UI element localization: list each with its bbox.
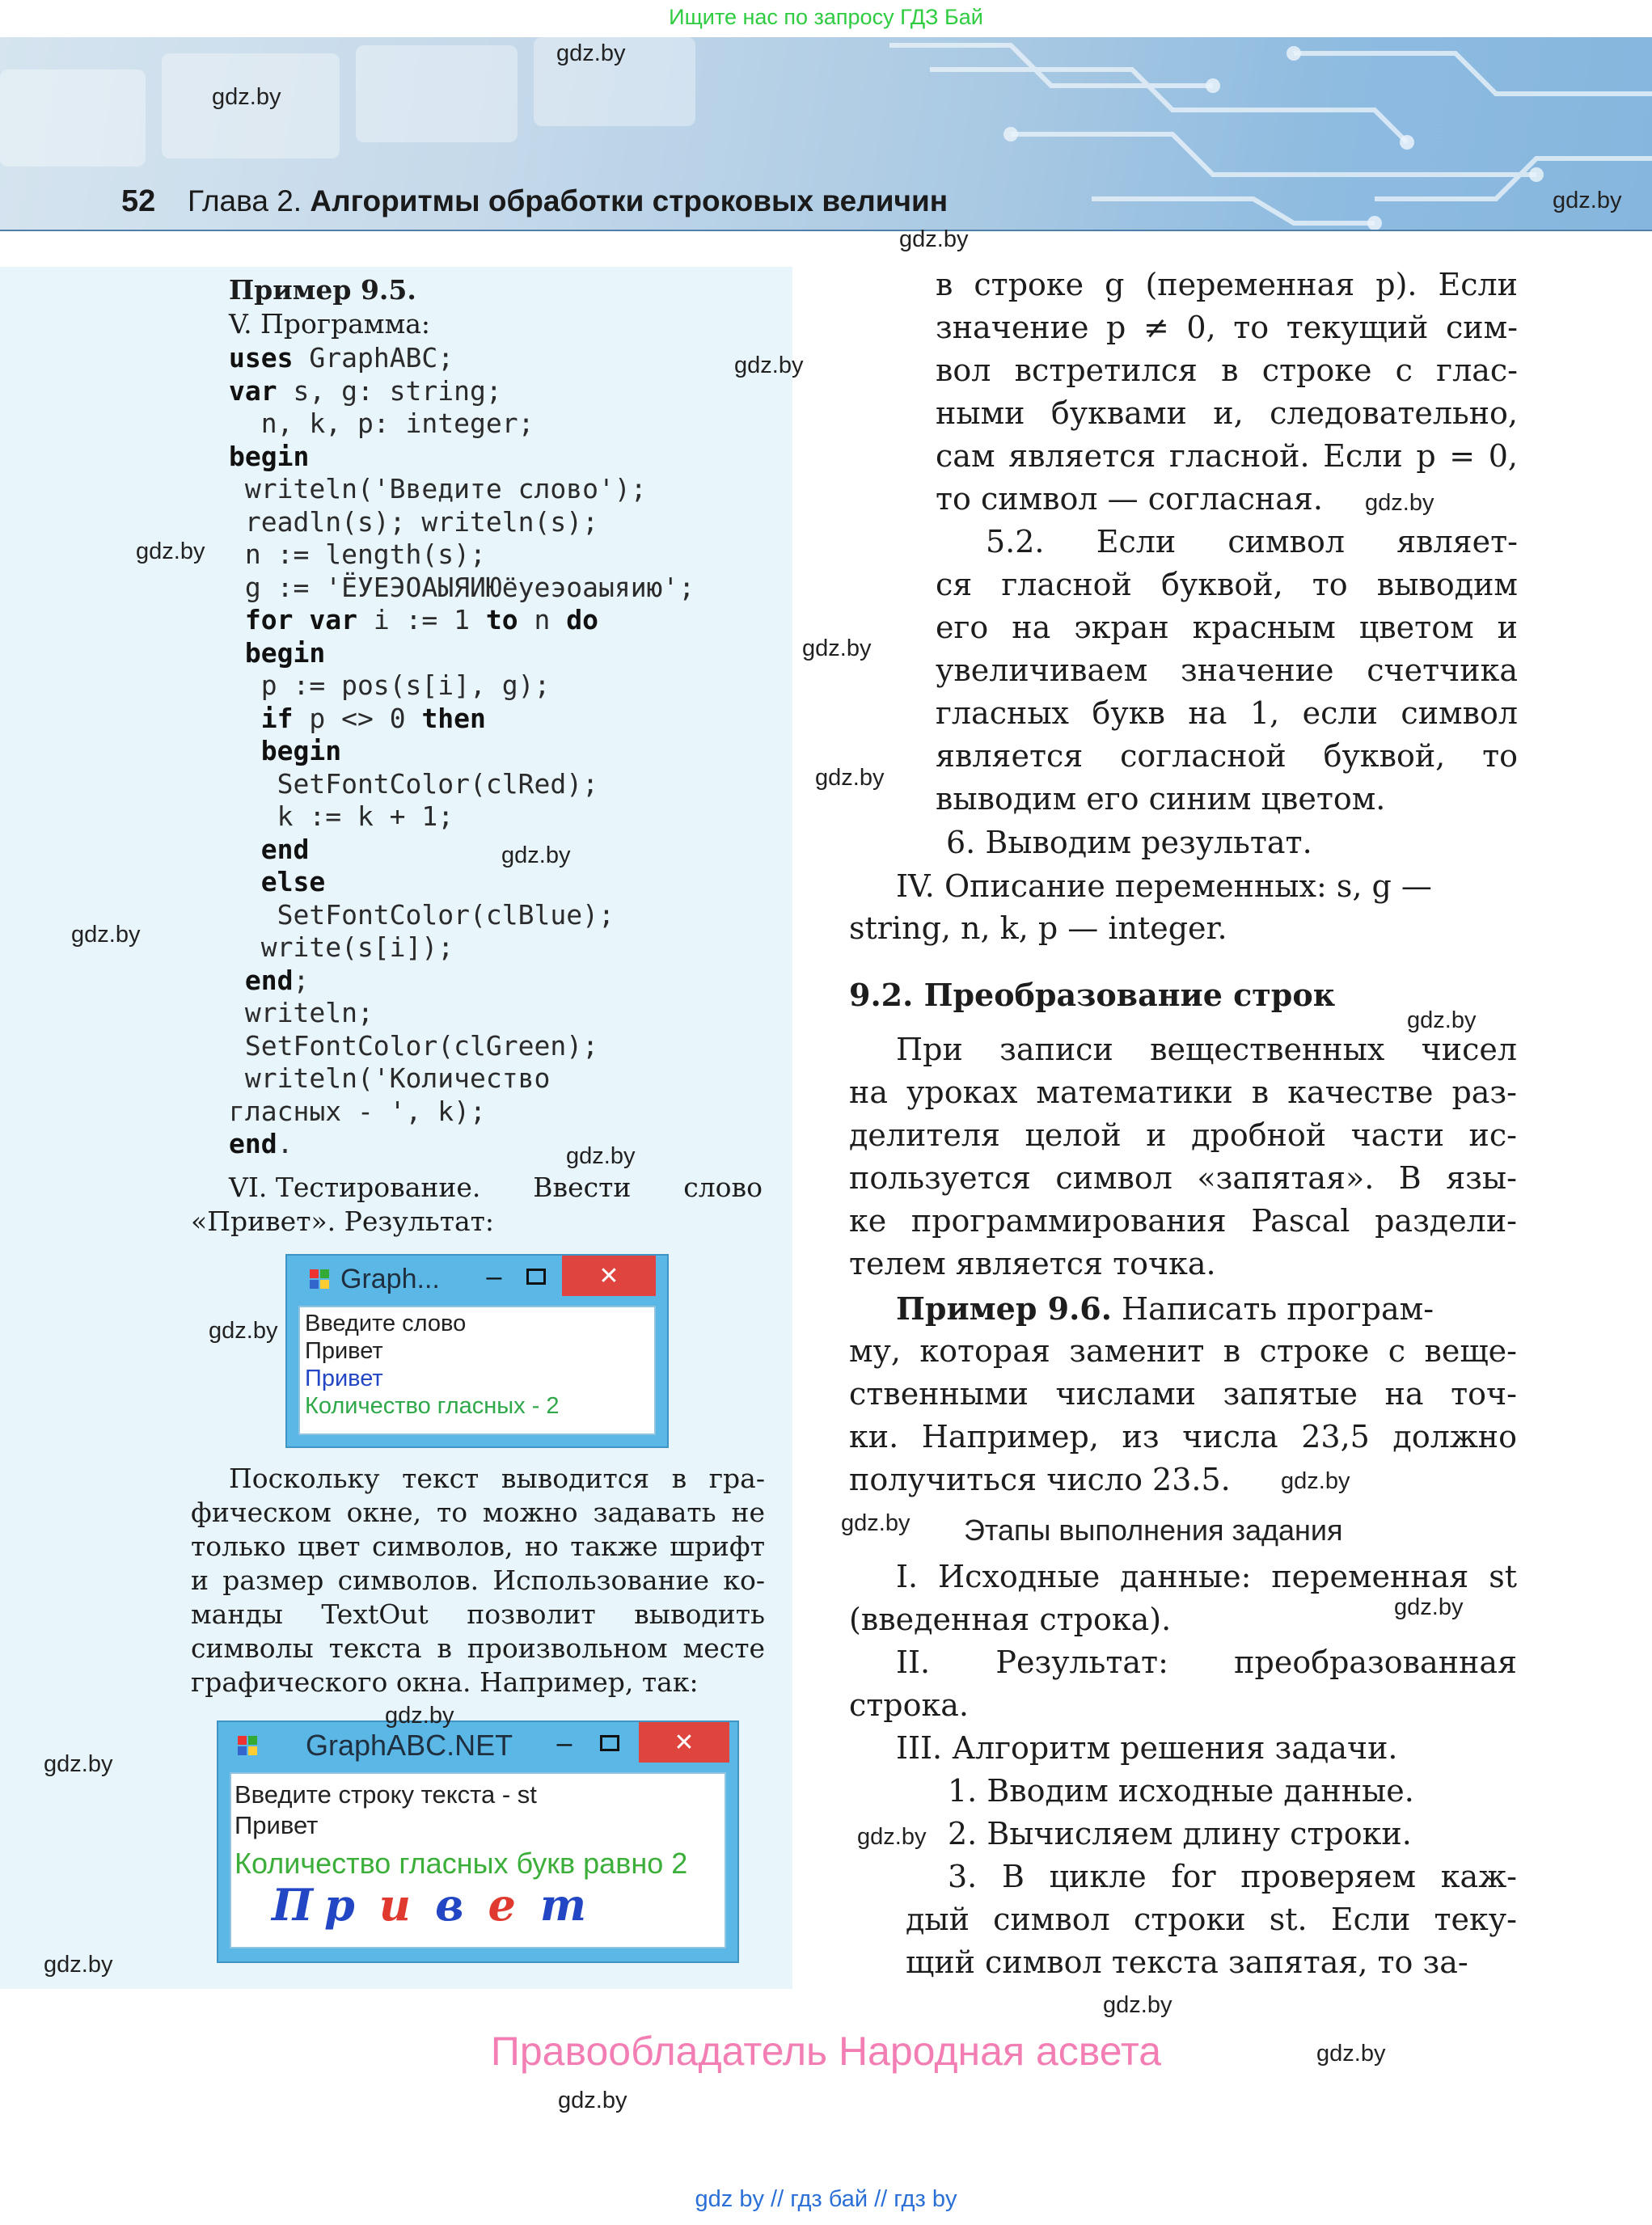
code-line [229,735,695,768]
watermark: gdz.by [841,1510,911,1536]
text-line: является согласной буквой, то [936,738,1518,774]
watermark: gdz.by [1316,2041,1386,2067]
text-line: пользуется символ «запятая». В язы- [849,1160,1517,1196]
window-client [298,1306,656,1435]
example-96-title: Пример 9.6. [896,1290,1112,1327]
code-text: writeln('Количество [229,1062,551,1094]
code-keyword: to [485,604,518,635]
code-line [229,538,695,572]
text-line: 3. В цикле for проверяем каж- [948,1859,1517,1894]
paragraph-line: символы текста в произвольном месте [191,1632,765,1664]
code-line [229,703,695,736]
text-line: 2. Вычисляем длину строки. [948,1816,1412,1851]
copyright-holder: Правообладатель Народная асвета [490,2029,1162,2074]
text-line: щий символ текста запятая, то за- [906,1944,1468,1980]
styled-letter: р [324,1879,355,1931]
code-line [229,931,695,965]
vars-line-1: IV. Описание переменных: s, g — [896,868,1432,904]
watermark: gdz.by [1407,1007,1477,1033]
output-line-green: Количество гласных букв равно 2 [234,1847,688,1880]
watermark: gdz.by [556,40,626,66]
chapter-title [188,184,948,218]
code-text: n [518,604,567,635]
text-line: III. Алгоритм решения задачи. [896,1730,1398,1766]
watermark: gdz.by [1394,1594,1464,1620]
code-text: SetFontColor(clGreen); [229,1029,598,1062]
section-paragraph [849,1028,1517,1286]
code-line [229,407,695,441]
output-line-green: Количество гласных - 2 [305,1393,560,1419]
code-line [229,375,695,408]
testing-line-2: «Привет». Результат: [191,1205,495,1237]
window-title: Graph... [340,1263,440,1294]
text-line: 5.2. Если символ являет- [986,524,1518,559]
app-icon [238,1736,257,1755]
code-line [229,604,695,637]
window-title: GraphABC.NET [306,1729,513,1762]
watermark: gdz.by [385,1703,454,1729]
code-text: i := 1 [357,604,486,635]
page-number: 52 [121,184,156,218]
code-line [229,441,695,474]
watermark: gdz.by [899,226,969,252]
footer-links[interactable]: gdz by // гдз бай // гдз by [695,2186,957,2212]
code-line [229,899,695,932]
code-keyword: begin [229,735,342,766]
maximize-icon[interactable] [587,1722,632,1764]
output-line: Введите строку текста - st [234,1780,537,1809]
paragraph-line: манды TextOut позволит выводить [191,1598,765,1630]
step-5-2 [936,521,1518,821]
text-line: ными буквами и, следовательно, [936,395,1518,431]
watermark: gdz.by [558,2088,627,2113]
watermark: gdz.by [1281,1468,1350,1494]
text-line: ке программирования Pascal раздели- [849,1203,1517,1239]
code-text: write(s[i]); [229,931,454,963]
code-text: . [277,1128,294,1159]
watermark: gdz.by [136,538,205,564]
styled-word [272,1879,586,1931]
code-text: SetFontColor(clRed); [229,767,598,800]
output-window-1 [285,1254,669,1448]
text-line: на уроках математики в качестве раз- [849,1075,1517,1110]
app-icon [310,1269,329,1289]
example-title: Пример 9.5. [229,274,416,306]
output-line-colored: Привет [305,1366,383,1391]
text-line: 1. Вводим исходные данные. [948,1773,1414,1809]
code-text: гласных - ', k); [229,1095,486,1127]
text-line: При записи вещественных чисел [896,1032,1517,1067]
code-keyword: var [229,374,277,407]
code-text: p <> 0 [293,702,422,734]
code-line [229,800,695,834]
code-keyword: else [229,866,326,897]
styled-letter: е [488,1879,516,1931]
code-keyword: if [229,702,294,734]
code-line [229,834,695,867]
code-keyword: then [421,702,486,734]
code-text: n := length(s); [229,538,486,570]
text-line: I. Исходные данные: переменная st [896,1559,1517,1594]
styled-letter: в [435,1879,464,1931]
text-line: ки. Например, из числа 23,5 должно [849,1419,1517,1454]
code-line [229,572,695,605]
code-text: s, g: string; [277,374,502,407]
text-line: получиться число 23.5. [849,1462,1231,1497]
program-label: V. Программа: [229,308,431,340]
watermark: gdz.by [44,1952,113,1978]
stages-title: Этапы выполнения задания [964,1514,1343,1547]
output-line: Привет [234,1811,319,1839]
paragraph [191,1462,765,1699]
watermark: gdz.by [1553,188,1622,213]
text-line: телем является точка. [849,1246,1216,1281]
watermark: gdz.by [1365,490,1434,516]
watermark: gdz.by [734,353,804,378]
testing-part: VI. Тестирование. [229,1172,481,1203]
code-text: writeln; [229,997,374,1028]
maximize-icon[interactable] [515,1256,557,1298]
chapter-prefix: Глава 2. [188,184,311,217]
promo-text[interactable]: Ищите нас по запросу ГДЗ Бай [669,5,983,29]
window-client [230,1772,726,1948]
watermark: gdz.by [501,842,571,868]
code-keyword: begin [229,636,326,669]
styled-letter: и [378,1879,412,1931]
paragraph-line: Поскольку текст выводится в гра- [229,1463,765,1494]
watermark: gdz.by [815,765,885,791]
text-line: II. Результат: преобразованная [896,1644,1517,1680]
output-line: Введите слово [305,1311,467,1336]
text-line: выводим его синим цветом. [936,781,1386,817]
text-line: дый символ строки st. Если теку- [906,1902,1517,1937]
code-keyword: do [566,604,599,635]
code-line [229,506,695,539]
code-line [229,1096,695,1129]
watermark: gdz.by [44,1751,113,1777]
right-text-top [936,264,1518,521]
section-title: 9.2. Преобразование строк [849,977,1336,1013]
code-line [229,342,695,375]
paragraph-line: фическом окне, то можно задавать не [191,1497,765,1528]
code-text: n, k, p: integer; [229,407,534,439]
paragraph-line: графического окна. Например, так: [191,1666,699,1698]
styled-letter: т [539,1879,587,1931]
example-96-text: Написать програм- [1111,1291,1434,1327]
text-line: (введенная строка). [849,1602,1172,1637]
watermark: gdz.by [212,84,281,110]
text-line: строка. [849,1687,969,1723]
watermark: gdz.by [209,1318,278,1344]
code-listing [229,342,695,1161]
code-text: GraphABC; [293,342,454,374]
code-line [229,1030,695,1063]
code-keyword: end [229,1128,277,1159]
code-line [229,768,695,801]
testing-part: слово [683,1172,763,1203]
text-line: в строке g (переменная p). Если [936,267,1518,302]
text-line: то символ — согласная. [936,481,1323,517]
code-line [229,473,695,506]
styled-letter: П [272,1879,314,1931]
example-96-line [896,1287,1434,1331]
code-keyword: for var [229,604,357,635]
code-line [229,637,695,670]
testing-part: Ввести [533,1172,632,1203]
vars-line-2: string, n, k, p — integer. [849,910,1227,946]
text-line: гласных букв на 1, если символ [936,695,1518,731]
code-text: writeln('Введите слово'); [229,473,647,505]
text-line: сам является гласной. Если p = 0, [936,438,1518,474]
paragraph-line: только цвет символов, но также шрифт [191,1530,765,1562]
output-window-2 [217,1720,739,1963]
code-text: ; [293,964,310,996]
minimize-icon[interactable]: – [556,1727,572,1758]
close-icon[interactable]: ✕ [639,1722,729,1763]
text-line: му, которая заменит в строке с веще- [849,1333,1517,1369]
example-96-body [849,1330,1517,1501]
text-line: делителя целой и дробной части ис- [849,1117,1517,1153]
code-text: p := pos(s[i], g); [229,669,551,701]
code-keyword: begin [229,440,310,472]
watermark: gdz.by [1103,1992,1172,2018]
code-keyword: end [229,964,294,996]
code-text: k := k + 1; [229,800,454,832]
text-line: ственными числами запятые на точ- [849,1376,1517,1412]
code-line [229,965,695,998]
watermark: gdz.by [566,1143,636,1169]
text-line: его на экран красным цветом и [936,610,1518,645]
paragraph-line: и размер символов. Использование ко- [191,1564,765,1596]
watermark: gdz.by [857,1824,927,1850]
watermark: gdz.by [71,922,141,948]
code-text: SetFontColor(clBlue); [229,898,615,931]
watermark: gdz.by [802,635,872,661]
output-line: Привет [305,1338,383,1364]
minimize-icon[interactable]: – [486,1260,502,1292]
code-line [229,866,695,899]
code-keyword: end [229,833,310,865]
code-line [229,1062,695,1096]
header-rule [0,230,1652,231]
text-line: ся гласной буквой, то выводим [936,567,1518,602]
code-text: g := 'ЁУЕЭОАЫЯИЮёуеэоаыяию'; [229,571,695,603]
chapter-name: Алгоритмы обработки строковых величин [310,184,949,217]
step-6: 6. Выводим результат. [946,825,1312,860]
code-line [229,997,695,1030]
text-line: вол встретился в строке с глас- [936,353,1518,388]
code-keyword: uses [229,342,294,374]
code-line [229,669,695,703]
text-line: значение p ≠ 0, то текущий сим- [936,310,1518,345]
code-text: readln(s); writeln(s); [229,505,598,538]
close-icon[interactable]: ✕ [562,1256,656,1296]
testing-line [229,1171,763,1205]
text-line: увеличиваем значение счетчика [936,652,1518,688]
